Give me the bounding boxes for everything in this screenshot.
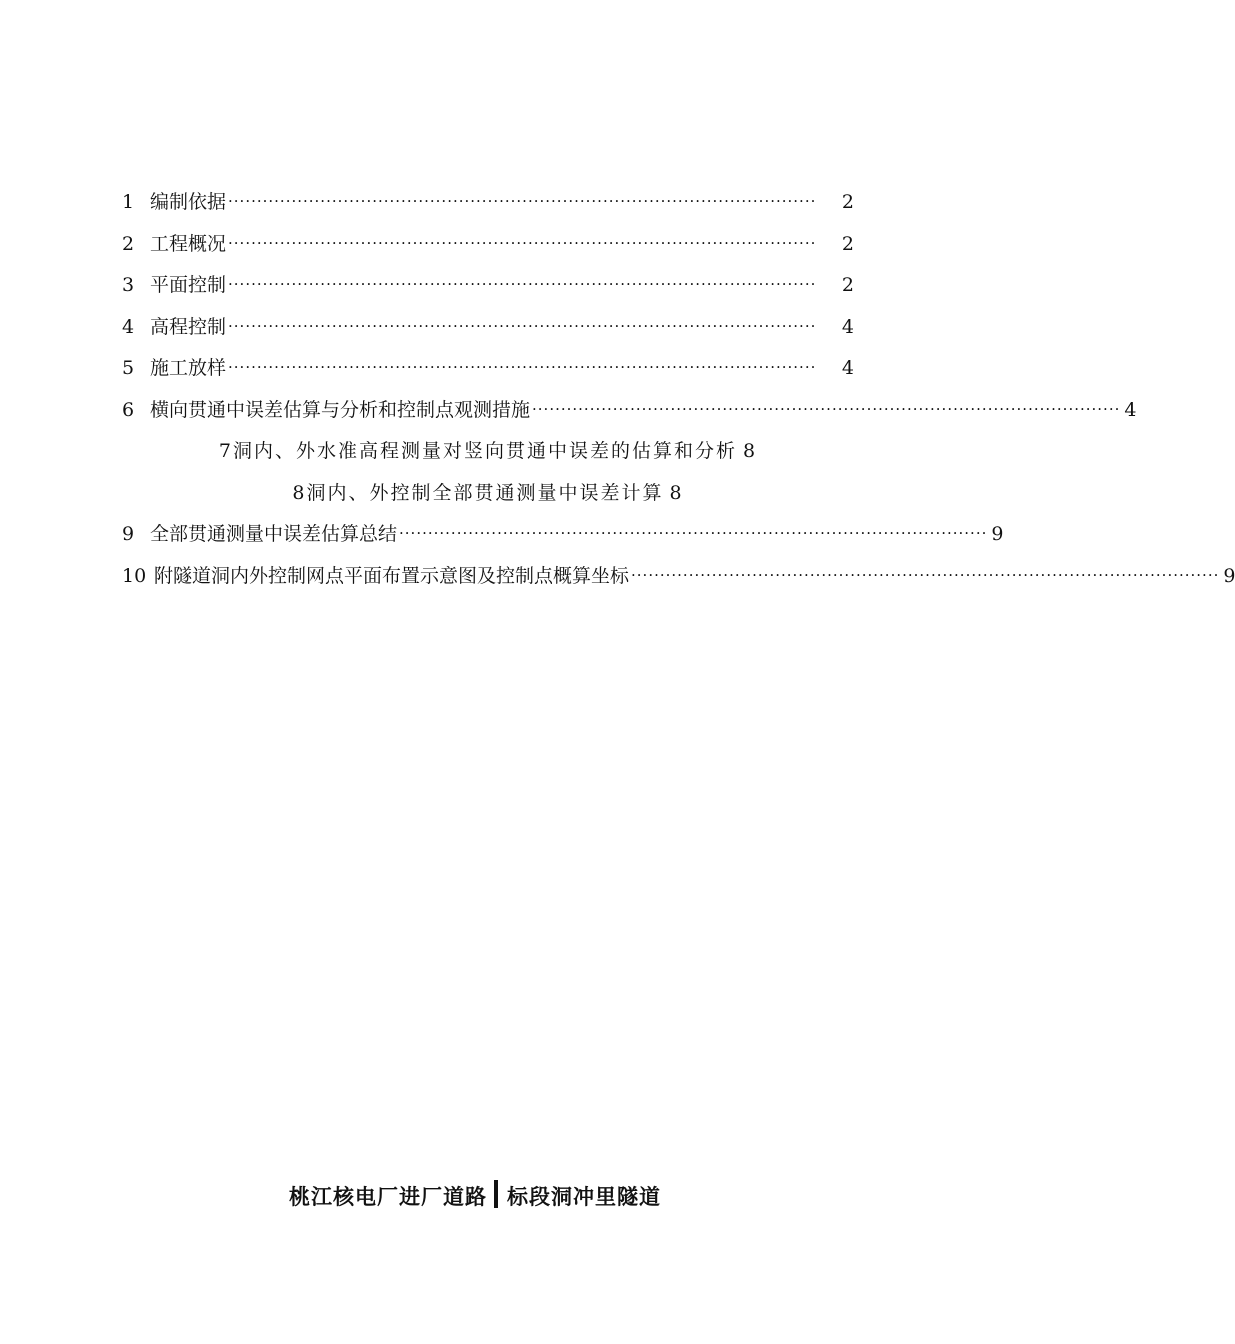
toc-entry-title: 洞内、外控制全部贯通测量中误差计算: [306, 481, 664, 504]
toc-entry-page: 4: [841, 315, 854, 338]
toc-dot-leader: ······································································································: [228, 192, 817, 210]
toc-entry-title: 洞内、外水准高程测量对竖向贯通中误差的估算和分析: [232, 440, 737, 462]
toc-entry-page: 2: [841, 274, 854, 296]
footer-separator: [494, 1180, 498, 1208]
toc-entry-2[interactable]: [122, 232, 854, 274]
toc-entry-6[interactable]: [122, 398, 1137, 440]
toc-entry-number: 4: [122, 315, 135, 338]
toc-entry-number: 2: [122, 232, 135, 255]
footer-left-text: 桃江核电厂进厂道路: [289, 1185, 487, 1209]
toc-dot-leader: ······································································································: [228, 316, 817, 335]
toc-dot-leader: ······································································································: [228, 358, 817, 376]
toc-dot-leader: ······································································································: [631, 565, 1220, 584]
toc-entry-page: 9: [1223, 564, 1235, 587]
toc-entry-number: 5: [122, 357, 135, 379]
toc-entry-3[interactable]: [122, 273, 854, 315]
toc-entry-10[interactable]: [122, 564, 1235, 606]
toc-entry-number: 10: [122, 564, 147, 587]
footer-right-text: 标段洞冲里隧道: [507, 1185, 661, 1209]
toc-entry-7[interactable]: [122, 439, 854, 481]
table-of-contents: [122, 190, 1235, 605]
toc-entry-title: 全部贯通测量中误差估算总结: [150, 523, 398, 545]
page-footer: [0, 1180, 950, 1211]
toc-entry-title: 高程控制: [150, 315, 227, 338]
toc-entry-title: 施工放样: [150, 357, 227, 379]
toc-entry-title: 工程概况: [150, 232, 227, 255]
toc-entry-title: 编制依据: [150, 191, 227, 213]
toc-dot-leader: ······································································································: [228, 275, 817, 293]
toc-entry-4[interactable]: [122, 315, 854, 357]
toc-entry-number: 8: [292, 481, 307, 504]
toc-entry-number: 3: [122, 274, 135, 296]
toc-dot-leader: ······································································································: [532, 399, 1121, 418]
toc-entry-number: 6: [122, 398, 135, 421]
toc-entry-page: 8: [669, 481, 684, 504]
toc-entry-page: 4: [1124, 398, 1137, 421]
toc-entry-page: 4: [841, 357, 854, 379]
toc-entry-9[interactable]: [122, 522, 1004, 564]
toc-entry-title: 附隧道洞内外控制网点平面布置示意图及控制点概算坐标: [154, 564, 630, 587]
toc-entry-8[interactable]: [122, 481, 854, 523]
toc-entry-1[interactable]: [122, 190, 854, 232]
toc-entry-page: 9: [991, 523, 1004, 545]
toc-entry-number: 9: [122, 523, 135, 545]
toc-entry-5[interactable]: [122, 356, 854, 398]
toc-entry-number: 1: [122, 191, 135, 213]
toc-dot-leader: ······································································································: [228, 233, 817, 252]
toc-entry-title: 横向贯通中误差估算与分析和控制点观测措施: [150, 398, 531, 421]
toc-entry-page: 2: [841, 232, 854, 255]
toc-entry-number: 7: [218, 440, 233, 462]
toc-entry-title: 平面控制: [150, 274, 227, 296]
toc-entry-page: 2: [841, 191, 854, 213]
toc-dot-leader: ······································································································: [399, 524, 988, 542]
toc-entry-page: 8: [743, 440, 758, 462]
